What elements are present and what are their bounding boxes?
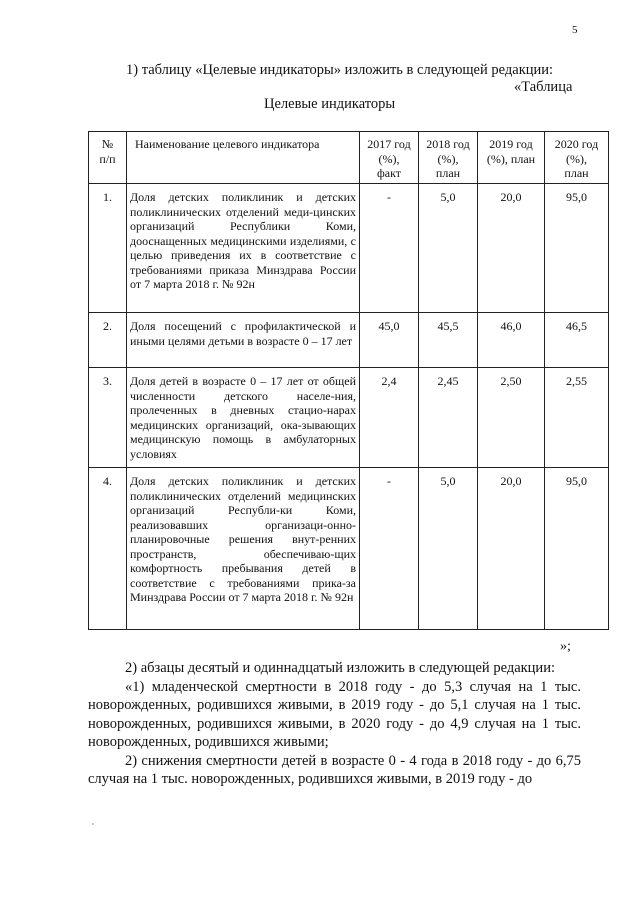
paragraph: 2) абзацы десятый и одиннадцатый изложить в следующей редакции: bbox=[125, 660, 555, 676]
row-num: 1. bbox=[89, 184, 127, 313]
row-name: Доля детей в возрасте 0 – 17 лет от общей численности детского населе-ния, пролеченных в дневных стацио-нарах медицинских организаций, ока-зывающих медицинскую помощь в амбулаторных условиях bbox=[127, 368, 360, 468]
row-value-2020: 95,0 bbox=[545, 468, 609, 630]
table-end-mark: »; bbox=[560, 639, 571, 654]
row-value-2018: 5,0 bbox=[419, 468, 478, 630]
header-num: № п/п bbox=[89, 132, 127, 184]
header-2020: 2020 год (%), план bbox=[545, 132, 609, 184]
body-text bbox=[88, 659, 581, 789]
row-num: 4. bbox=[89, 468, 127, 630]
scan-speck bbox=[92, 823, 94, 825]
row-value-2020: 2,55 bbox=[545, 368, 609, 468]
header-name: Наименование целевого индикатора bbox=[127, 132, 360, 184]
table-row bbox=[89, 468, 609, 630]
row-num: 2. bbox=[89, 313, 127, 368]
intro-line: 1) таблицу «Целевые индикаторы» изложить в следующей редакции: bbox=[126, 62, 554, 78]
row-name: Доля детских поликлиник и детских поликлинических отделений меди-цинских организаций Республики Коми, дооснащенных медицинскими изделиями, с целью приведения их в соответствие с требованиями приказа Минздрава России от 7 марта 2018 г. № 92н bbox=[127, 184, 360, 313]
table-title: Целевые индикаторы bbox=[264, 96, 396, 112]
row-value-2020: 46,5 bbox=[545, 313, 609, 368]
row-value-2018: 5,0 bbox=[419, 184, 478, 313]
table-row bbox=[89, 368, 609, 468]
row-value-2020: 95,0 bbox=[545, 184, 609, 313]
row-num: 3. bbox=[89, 368, 127, 468]
page-number: 5 bbox=[572, 24, 578, 36]
row-name: Доля детских поликлиник и детских поликлинических отделений медицинских организаций Республи-ки Коми, реализовавших организаци-онно-планировочные решения внут-ренних пространств, обеспечиваю-щих комфортность пребывания детей в соответствие с требованиями прика-за Минздрава России от 7 марта 2018 г. № 92н bbox=[127, 468, 360, 630]
paragraph: «1) младенческой смертности в 2018 году - до 5,3 случая на 1 тыс. новорожденных, родившихся живыми, в 2019 году - до 5,1 случая на 1 тыс. новорожденных, родившихся живыми, в 2020 году - до 4,9 случая на 1 тыс. новорожденных, родившихся живыми; bbox=[88, 678, 581, 750]
header-2017: 2017 год (%), факт bbox=[360, 132, 419, 184]
paragraph: 2) снижения смертности детей в возрасте 0 - 4 года в 2018 году - до 6,75 случая на 1 тыс. новорожденных, родившихся живыми, в 2019 году - до bbox=[88, 752, 581, 787]
row-value-2017: - bbox=[360, 468, 419, 630]
indicators-table bbox=[88, 131, 609, 630]
row-value-2019: 20,0 bbox=[478, 468, 545, 630]
table-row bbox=[89, 313, 609, 368]
row-value-2019: 46,0 bbox=[478, 313, 545, 368]
row-value-2017: 45,0 bbox=[360, 313, 419, 368]
table-header-row bbox=[89, 132, 609, 184]
row-value-2017: - bbox=[360, 184, 419, 313]
row-value-2018: 2,45 bbox=[419, 368, 478, 468]
header-2018: 2018 год (%), план bbox=[419, 132, 478, 184]
row-value-2018: 45,5 bbox=[419, 313, 478, 368]
row-name: Доля посещений с профилактической и иными целями детьми в возрасте 0 – 17 лет bbox=[127, 313, 360, 368]
row-value-2019: 2,50 bbox=[478, 368, 545, 468]
table-row bbox=[89, 184, 609, 313]
header-2019: 2019 год (%), план bbox=[478, 132, 545, 184]
row-value-2017: 2,4 bbox=[360, 368, 419, 468]
row-value-2019: 20,0 bbox=[478, 184, 545, 313]
table-label: «Таблица bbox=[514, 79, 573, 95]
